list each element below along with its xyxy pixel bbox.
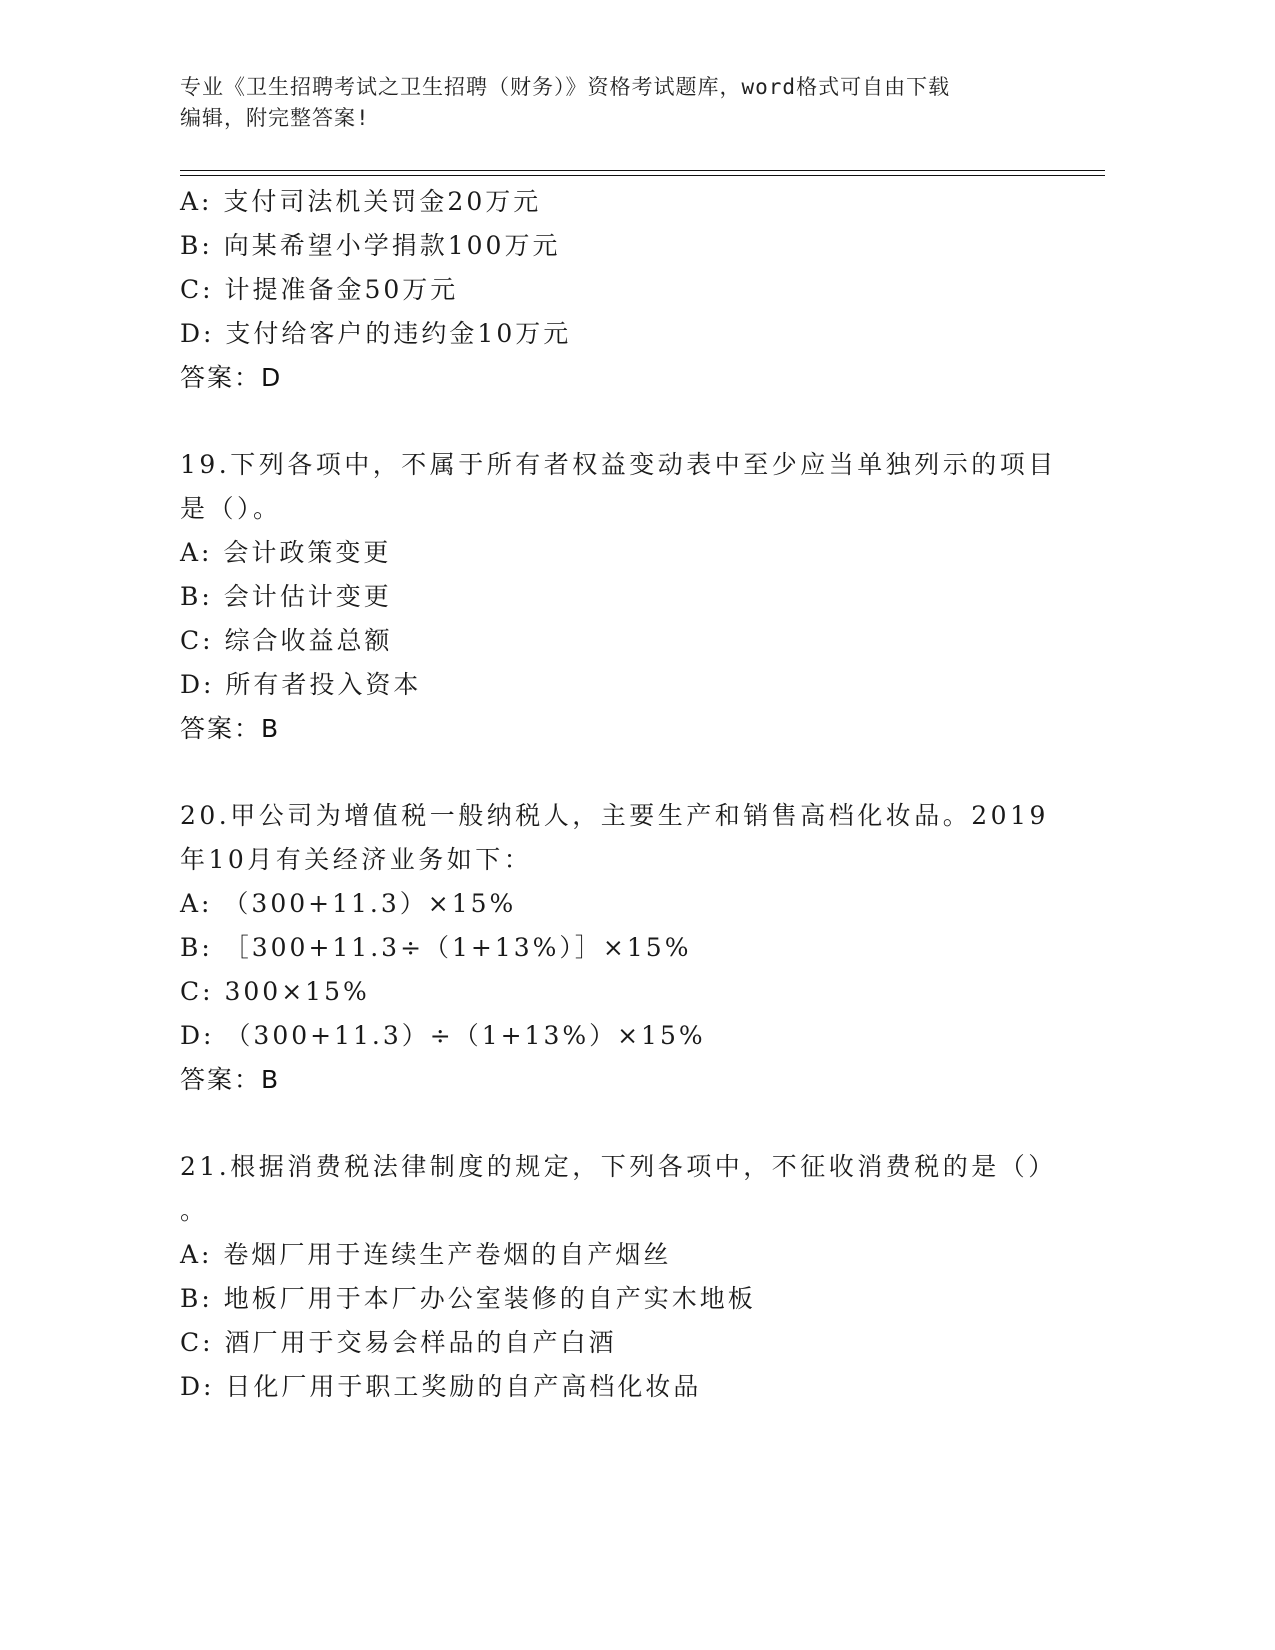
spacer [180, 400, 1060, 443]
option-d: D: 支付给客户的违约金10万元 [180, 319, 572, 348]
option-d: D: （300+11.3）÷（1+13%）×15% [180, 1021, 706, 1050]
header-divider-top [180, 170, 1105, 171]
document-header [180, 72, 1060, 134]
option-a: A: 卷烟厂用于连续生产卷烟的自产烟丝 [180, 1240, 672, 1269]
question-20 [180, 794, 1060, 1102]
option-a: A: 会计政策变更 [180, 538, 392, 567]
header-divider-bottom [180, 175, 1105, 176]
option-c: C: 酒厂用于交易会样品的自产白酒 [180, 1328, 617, 1357]
question-stem: 21.根据消费税法律制度的规定，下列各项中，不征收消费税的是（） [180, 1152, 1057, 1181]
header-line-2: 编辑，附完整答案! [180, 106, 370, 130]
question-stem: 19.下列各项中，不属于所有者权益变动表中至少应当单独列示的项目 [180, 450, 1057, 479]
answer-line: 答案：B [180, 714, 281, 743]
answer-line: 答案：D [180, 363, 283, 392]
question-18 [180, 180, 1060, 400]
option-a: A: 支付司法机关罚金20万元 [180, 187, 542, 216]
option-c: C: 计提准备金50万元 [180, 275, 459, 304]
option-b: B: 向某希望小学捐款100万元 [180, 231, 561, 260]
header-line-1: 专业《卫生招聘考试之卫生招聘（财务）》资格考试题库，word格式可自由下载 [180, 75, 951, 99]
question-21 [180, 1145, 1060, 1409]
question-stem: 20.甲公司为增值税一般纳税人，主要生产和销售高档化妆品。2019 [180, 801, 1049, 830]
question-list [180, 180, 1060, 1409]
option-a: A: （300+11.3）×15% [180, 889, 517, 918]
question-stem-continued: 。 [180, 1196, 209, 1225]
option-b: B: 地板厂用于本厂办公室装修的自产实木地板 [180, 1284, 756, 1313]
question-19 [180, 443, 1060, 751]
option-b: B: 会计估计变更 [180, 582, 392, 611]
option-c: C: 300×15% [180, 977, 370, 1006]
option-c: C: 综合收益总额 [180, 626, 393, 655]
spacer [180, 1102, 1060, 1145]
question-stem-continued: 是（）。 [180, 494, 282, 523]
answer-line: 答案：B [180, 1065, 281, 1094]
option-d: D: 所有者投入资本 [180, 670, 422, 699]
question-stem-continued: 年10月有关经济业务如下： [180, 845, 533, 874]
option-b: B: ［300+11.3÷（1+13%）］×15% [180, 933, 692, 962]
option-d: D: 日化厂用于职工奖励的自产高档化妆品 [180, 1372, 702, 1401]
spacer [180, 751, 1060, 794]
